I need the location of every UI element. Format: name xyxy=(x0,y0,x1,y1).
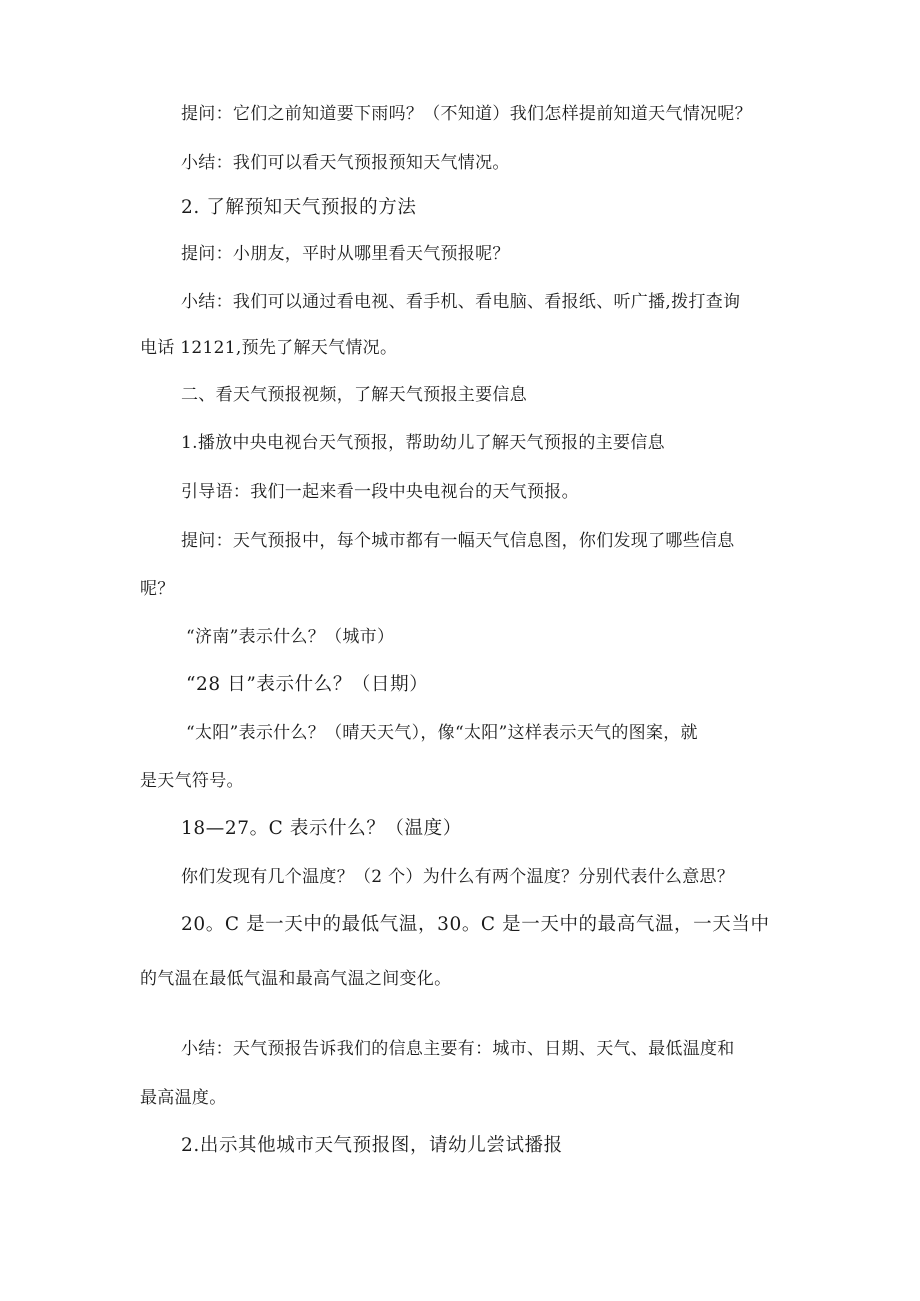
paragraph-sun: “太阳”表示什么？（晴天天气），像“太阳”这样表示天气的图案，就 xyxy=(186,723,698,743)
section-heading-other-cities: 2.出示其他城市天气预报图，请幼儿尝试播报 xyxy=(181,1135,563,1156)
paragraph-summary-forecast: 小结：我们可以看天气预报预知天气情况。 xyxy=(181,153,510,173)
paragraph-temperature-range: 18—27。C 表示什么？（温度） xyxy=(181,818,462,839)
paragraph-question-rain: 提问：它们之前知道要下雨吗？（不知道）我们怎样提前知道天气情况呢？ xyxy=(181,104,752,124)
paragraph-guide: 引导语：我们一起来看一段中央电视台的天气预报。 xyxy=(181,482,579,502)
paragraph-summary-info-cont: 最高温度。 xyxy=(140,1088,227,1108)
paragraph-summary-methods: 小结：我们可以通过看电视、看手机、看电脑、看报纸、听广播,拨打查询 xyxy=(181,292,741,312)
section-heading-video: 二、看天气预报视频，了解天气预报主要信息 xyxy=(181,385,527,405)
paragraph-question-where: 提问：小朋友，平时从哪里看天气预报呢？ xyxy=(181,244,510,264)
paragraph-summary-methods-cont: 电话 12121,预先了解天气情况。 xyxy=(140,338,398,358)
paragraph-min-max-temp: 20。C 是一天中的最低气温，30。C 是一天中的最高气温，一天当中 xyxy=(181,914,770,935)
paragraph-summary-info: 小结：天气预报告诉我们的信息主要有：城市、日期、天气、最低温度和 xyxy=(181,1039,735,1059)
paragraph-min-max-temp-cont: 的气温在最低气温和最高气温之间变化。 xyxy=(140,969,452,989)
paragraph-question-info-cont: 呢？ xyxy=(140,579,175,599)
section-heading-play-cctv: 1.播放中央电视台天气预报，帮助幼儿了解天气预报的主要信息 xyxy=(181,433,665,453)
section-heading-methods: 2. 了解预知天气预报的方法 xyxy=(181,197,417,218)
paragraph-city: “济南”表示什么？（城市） xyxy=(186,627,395,647)
paragraph-question-two-temps: 你们发现有几个温度？（2 个）为什么有两个温度？分别代表什么意思？ xyxy=(181,867,735,887)
paragraph-question-info: 提问：天气预报中，每个城市都有一幅天气信息图，你们发现了哪些信息 xyxy=(181,531,735,551)
paragraph-sun-cont: 是天气符号。 xyxy=(140,771,244,791)
paragraph-date: “28 日”表示什么？（日期） xyxy=(186,674,429,695)
